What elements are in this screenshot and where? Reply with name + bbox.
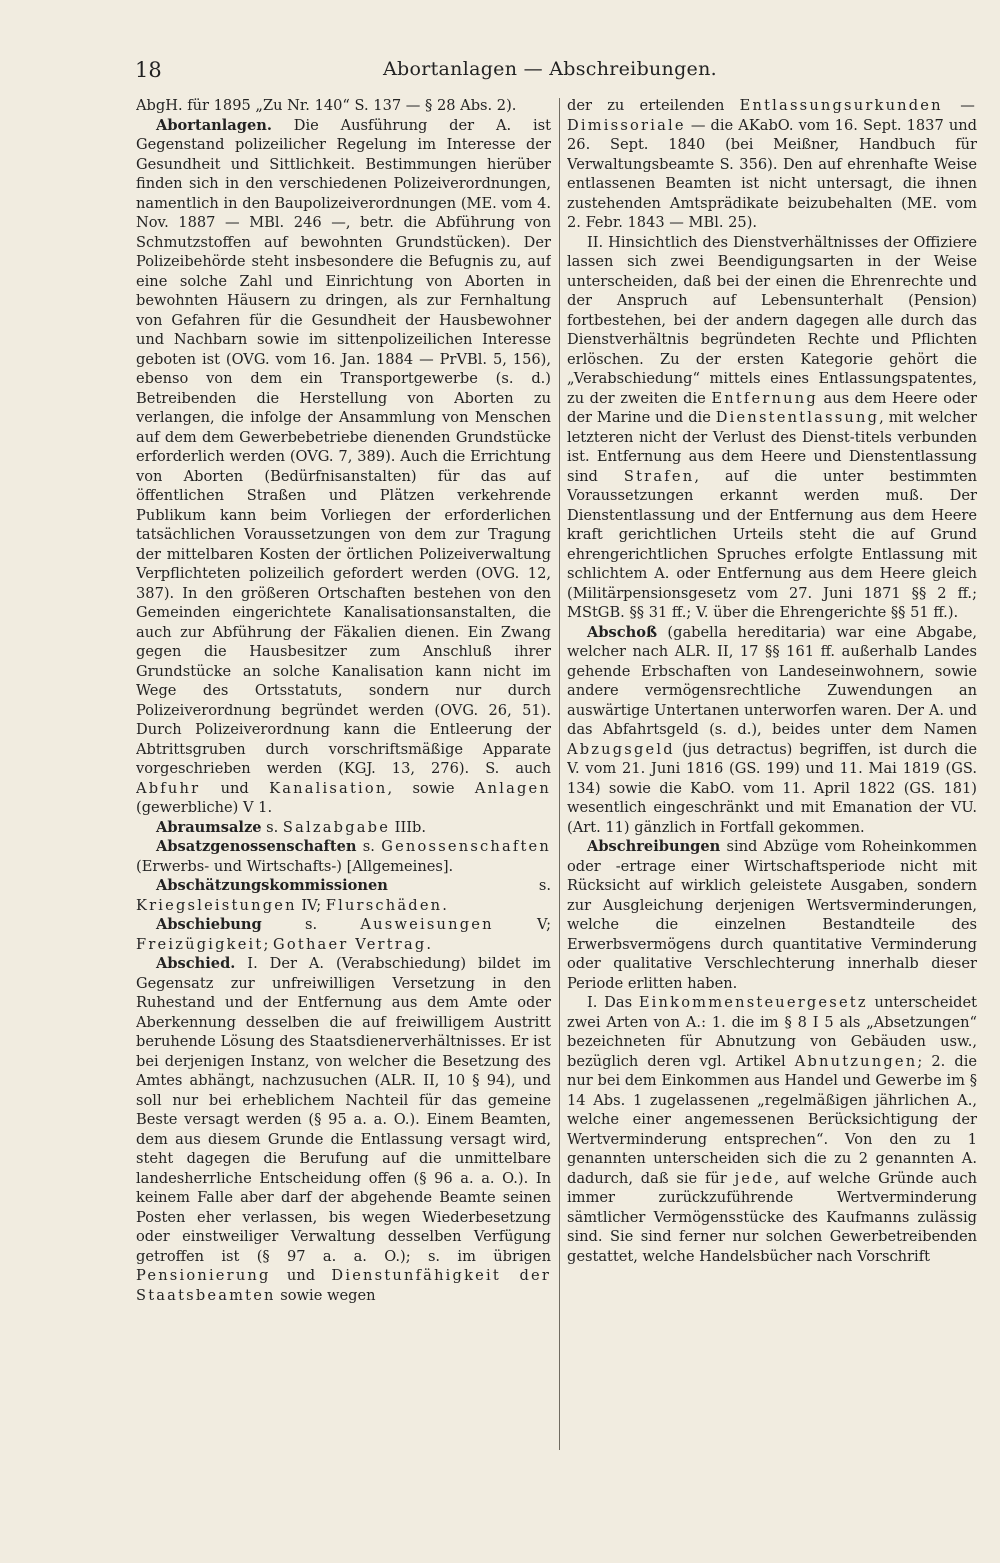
cross-reference: Abfuhr <box>136 779 201 797</box>
paragraph: der zu erteilenden Entlassungsurkunden — Dimissoriale — die AKabO. vom 16. Sept. 1837 und 26. Sept. 1840 (bei Meißner, Handbuch für Verwaltungsbeamte S. 356). Den auf ehrenhafte Weise entlassenen Beamten ist nicht untersagt, die ihnen zustehenden Amtsprädikate beizubehalten (ME. vom 2. Febr. 1843 — MBl. 25). <box>567 97 977 231</box>
cross-reference: Salzabgabe <box>282 818 391 836</box>
cross-reference: Pensionierung <box>136 1267 271 1284</box>
entry-abortanlagen: Abortanlagen. Die Ausführung der A. ist Gegenstand polizeilicher Regelung im Interesse der Gesundheit und Sittlichkeit. Bestimmungen hierüber finden sich in den verschiedenen Polizeiverordnungen, namentlich in den Baupolizeiverordnungen (ME. vom 4. Nov. 1887 — MBl. 246 —, betr. die Abführung von Schmutzstoffen auf bewohnten Grundstücken). Der Polizeibehörde steht insbesondere die Befugnis zu, auf eine solche Zahl und Einrichtung von Aborten in bewohnten Häusern zu dringen, als zur Fernhaltung von Gefahren für die Gesundheit der Hausbewohner und Nachbarn sowie im sittenpolizeilichen Interesse geboten ist (OVG. vom 16. Jan. 1884 — PrVBl. 5, 156), ebenso von dem ein Transportgewerbe (s. d.) Betreibenden die Herstellung von Aborten zu verlangen, die infolge der Ansammlung von Menschen auf dem dem Gewerbebetriebe dienenden Grundstücke erforderlich werden (OVG. 7, 389). Auch die Errichtung von Aborten (Bedürfnisanstalten) für das auf öffentlichen Straßen und Plätzen verkehrende Publikum kann beim Vorliegen der erforderlichen tatsächlichen Voraussetzungen von dem zur Tragung der mittelbaren Kosten der örtlichen Polizeiverwaltung Verpflichteten polizeilich gefordert werden (OVG. 12, 387). In den größeren Ortschaften bestehen von den Gemeinden eingerichtete Kanalisationsanstalten, die auch zur Abführung der Fäkalien dienen. Ein Zwang gegen die Hausbesitzer zum Anschluß ihrer Grundstücke an solche Kanalisation kann nicht im Wege des Ortsstatuts, sondern nur durch Polizeiverordnung begründet werden (OVG. 26, 51). Durch Polizeiverordnung kann die Entleerung der Abtrittsgruben durch vorschriftsmäßige Apparate vorgeschrieben werden (KGJ. 13, 276). S. auch Abfuhr und Kanalisation, sowie Anlagen (gewerbliche) V 1. <box>136 116 551 816</box>
entry-abschoss: Abschoß (gabella hereditaria) war eine Abgabe, welcher nach ALR. II, 17 §§ 161 ff. außerhalb Landes gehende Erbschaften von Landeseinwohnern, sowie andere vermögensrechtliche Zuwendungen an auswärtige Untertanen unterworfen waren. Der A. und das Abfahrtsgeld (s. d.), beides unter dem Namen Abzugsgeld (jus detractus) begriffen, ist durch die V. vom 21. Juni 1816 (GS. 199) und 11. Mai 1819 (GS. 134) sowie die KabO. vom 11. April 1822 (GS. 181) wesentlich eingeschränkt und mit Emanation der VU. (Art. 11) gänzlich in Fortfall gekommen. <box>567 623 977 836</box>
entry-abschaetzungskommissionen: Abschätzungskommissionen s. Kriegsleistungen IV; Flurschäden. <box>136 877 551 914</box>
cross-reference: Ausweisungen <box>360 916 494 933</box>
paragraph: AbgH. für 1895 „Zu Nr. 140“ S. 137 — § 28 Abs. 2). <box>136 97 517 114</box>
cross-reference: Entfernung <box>711 389 818 407</box>
running-head: Abortanlagen — Abschreibungen. <box>383 58 717 80</box>
entry-absatzgenossenschaften: Absatzgenossenschaften s. Genossenschaften (Erwerbs- und Wirtschafts-) [Allgemeines]. <box>136 838 551 875</box>
left-column <box>136 96 551 1536</box>
cross-reference: Entlassungsurkunden — Dimissoriale <box>567 97 977 134</box>
headword: Abschoß <box>587 623 658 641</box>
headword: Absatzgenossenschaften <box>156 838 357 855</box>
cross-reference: Kriegsleistungen <box>136 896 297 914</box>
headword: Abortanlagen. <box>156 116 272 134</box>
cross-reference: Freizügigkeit <box>136 935 264 953</box>
cross-reference: Gothaer Vertrag <box>273 935 427 953</box>
headword: Abschiebung <box>156 916 262 933</box>
entry-abraumsalze: Abraumsalze s. Salzabgabe IIIb. <box>156 818 426 836</box>
headword: Abschreibungen <box>587 838 721 855</box>
cross-reference: Anlagen <box>474 779 551 797</box>
cross-reference: jede <box>734 1169 775 1187</box>
cross-reference: Dienstentlassung <box>715 409 880 426</box>
entry-abschiebung: Abschiebung s. Ausweisungen V; Freizügigkeit; Gothaer Vertrag. <box>136 916 551 953</box>
cross-reference: Abzugsgeld <box>567 740 675 758</box>
cross-reference: Dienstunfähigkeit der Staatsbeamten <box>136 1267 551 1304</box>
cross-reference: Einkommensteuergesetz <box>638 994 868 1011</box>
cross-reference: Strafen <box>623 467 695 485</box>
page-number: 18 <box>135 58 162 82</box>
headword: Abraumsalze <box>156 818 262 836</box>
entry-abschied: Abschied. I. Der A. (Verabschiedung) bildet im Gegensatz zur unfreiwilligen Versetzung in den Ruhestand und der Entfernung aus dem Amte oder Aberkennung desselben die auf freiwilligem Austritt beruhende Lösung des Staatsdienerverhältnisses. Er ist bei derjenigen Instanz, von welcher die Besetzung des Amtes abhängt, nachzusuchen (ALR. II, 10 § 94), und soll nur bei erheblichem Nachteil für das gemeine Beste versagt werden (§ 95 a. a. O.). Einem Beamten, dem aus diesem Grunde die Entlassung versagt wird, steht dagegen die Berufung auf die unmittelbare landesherrliche Entscheidung offen (§ 96 a. a. O.). In keinem Falle aber darf der abgehende Beamte seinen Posten eher verlassen, bis wegen Wiederbesetzung oder einstweiliger Verwaltung desselben Verfügung getroffen ist (§ 97 a. a. O.); s. im übrigen Pensionierung und Dienstunfähigkeit der Staatsbeamten sowie wegen <box>136 955 551 1304</box>
page-header <box>0 48 1000 82</box>
headword: Abschätzungskommissionen <box>156 877 388 894</box>
entry-abschreibungen: Abschreibungen sind Abzüge vom Roheinkommen oder -ertrage einer Wirtschaftsperiode nicht mit Rücksicht auf wirklich geleistete Ausgaben, sondern zur Ausgleichung derjenigen Wertsverminderungen, welche die einzelnen Bestandteile des Erwerbsvermögens durch quantitative Verminderung oder qualitative Verschlechterung innerhalb dieser Periode erlitten haben. <box>567 838 977 992</box>
cross-reference: Flurschäden <box>325 896 443 914</box>
paragraph: II. Hinsichtlich des Dienstverhältnisses der Offiziere lassen sich zwei Beendigungsarten in der Weise unterscheiden, daß bei der einen die Ehrenrechte und der Anspruch auf Lebensunterhalt (Pension) fortbestehen, bei der andern dagegen alle durch das Dienstverhältnis begründeten Rechte und Pflichten erlöschen. Zu der ersten Kategorie gehört die „Verabschiedung“ mittels eines Entlassungspatentes, zu der zweiten die Entfernung aus dem Heere oder der Marine und die Dienstentlassung, mit welcher letzteren nicht der Verlust des Dienst-titels verbunden ist. Entfernung aus dem Heere und Dienstentlassung sind Strafen, auf die unter bestimmten Voraussetzungen erkannt werden muß. Der Dienstentlassung und der Entfernung aus dem Heere kraft gerichtlichen Urteils steht die auf Grund ehrengerichtlichen Spruches erfolgte Entlassung mit schlichtem A. oder Entfernung aus dem Heere gleich (Militärpensionsgesetz vom 27. Juni 1871 §§ 2 ff.; MStGB. §§ 31 ff.; V. über die Ehrengerichte §§ 51 ff.). <box>567 233 977 621</box>
right-column <box>567 96 977 1536</box>
cross-reference: Abnutzungen <box>794 1052 918 1070</box>
cross-reference: Genossenschaften <box>381 838 551 855</box>
cross-reference: Kanalisation <box>269 779 388 797</box>
column-divider <box>559 98 560 1450</box>
headword: Abschied. <box>156 955 236 972</box>
paragraph: I. Das Einkommensteuergesetz unterscheidet zwei Arten von A.: 1. die im § 8 I 5 als „Absetzungen“ bezeichneten für Abnutzung von Gebäuden usw., bezüglich deren vgl. Artikel Abnutzungen; 2. die nur bei dem Einkommen aus Handel und Gewerbe im § 14 Abs. 1 zugelassenen „regelmäßigen jährlichen A., welche einer angemessenen Berücksichtigung der Wertverminderung entsprechen“. Von den zu 1 genannten unterscheiden sich die zu 2 genannten A. dadurch, daß sie für jede, auf welche Gründe auch immer zurückzuführende Wertverminderung sämtlicher Vermögensstücke des Kaufmanns zulässig sind. Sie sind ferner nur solchen Gewerbetreibenden gestattet, welche Handelsbücher nach Vorschrift <box>567 994 977 1265</box>
